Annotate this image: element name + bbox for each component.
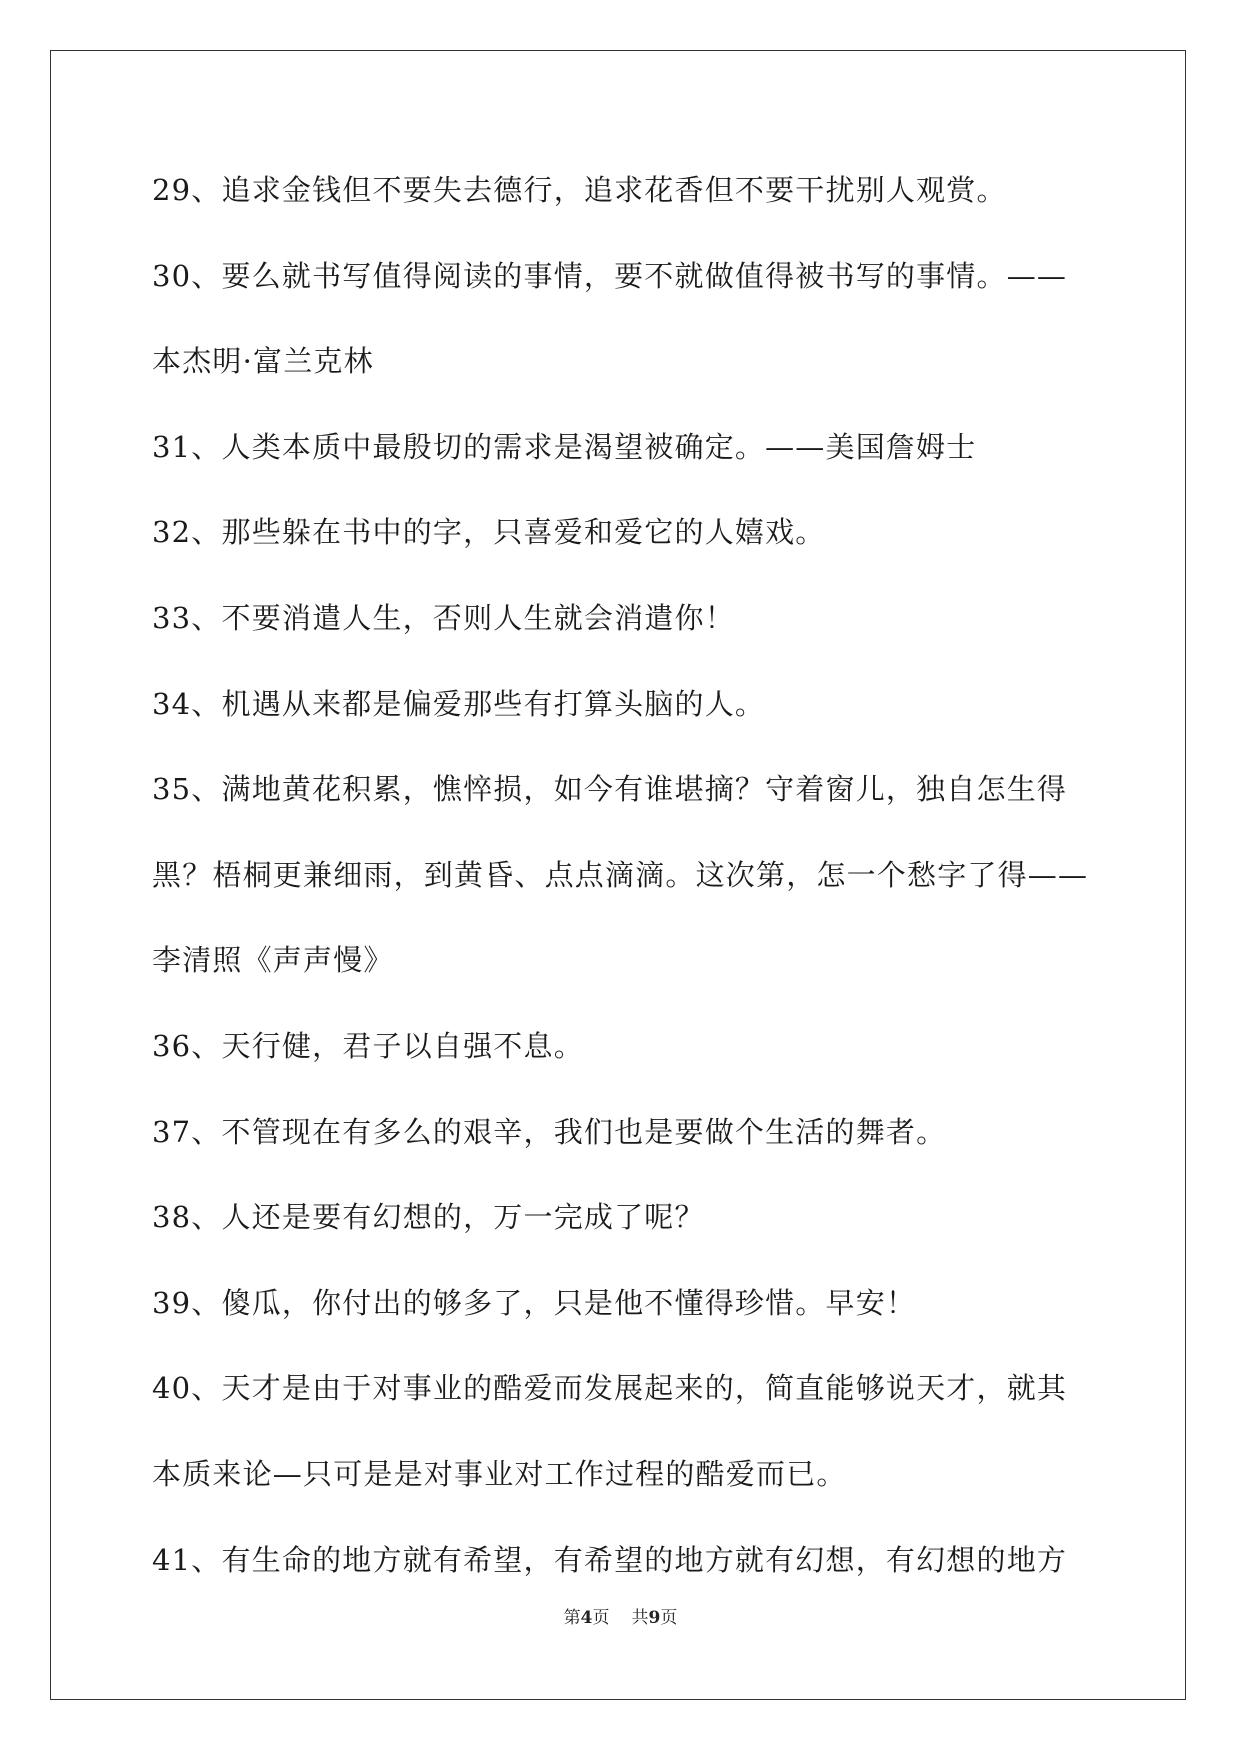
page-prefix: 第 xyxy=(563,1608,581,1628)
text-line: 33、不要消遣人生，否则人生就会消遣你！ xyxy=(152,600,735,635)
text-line: 29、追求金钱但不要失去德行，追求花香但不要干扰别人观赏。 xyxy=(152,173,1007,207)
text-line: 39、傻瓜，你付出的够多了，只是他不懂得珍惜。早安！ xyxy=(152,1285,917,1320)
page-number: 4 xyxy=(580,1608,593,1628)
text-line: 30、要么就书写值得阅读的事情，要不就做值得被书写的事情。—— xyxy=(152,258,1068,293)
text-line: 34、机遇从来都是偏爱那些有打算头脑的人。 xyxy=(152,686,766,721)
text-line: 37、不管现在有多么的艰辛，我们也是要做个生活的舞者。 xyxy=(152,1114,947,1149)
total-pages: 9 xyxy=(648,1608,661,1628)
total-suffix: 页 xyxy=(660,1608,678,1628)
text-line: 36、天行健，君子以自强不息。 xyxy=(152,1028,584,1063)
total-prefix: 共 xyxy=(631,1608,649,1628)
text-line: 38、人还是要有幻想的，万一完成了呢？ xyxy=(152,1200,705,1235)
page-footer xyxy=(0,1603,1241,1628)
text-line: 李清照《声声慢》 xyxy=(152,943,394,978)
text-line: 35、满地黄花积累，憔悴损，如今有谁堪摘？守着窗儿，独自怎生得 xyxy=(152,772,1068,807)
text-line: 41、有生命的地方就有希望，有希望的地方就有幻想，有幻想的地方 xyxy=(152,1542,1068,1577)
document-body xyxy=(152,162,1092,1617)
text-line: 黑？梧桐更兼细雨，到黄昏、点点滴滴。这次第，怎一个愁字了得—— xyxy=(152,857,1089,892)
text-line: 31、人类本质中最殷切的需求是渴望被确定。——美国詹姆士 xyxy=(152,429,977,464)
text-line: 40、天才是由于对事业的酷爱而发展起来的，简直能够说天才，就其 xyxy=(152,1371,1068,1406)
text-line: 本杰明·富兰克林 xyxy=(152,344,374,379)
text-line: 本质来论—只可是是对事业对工作过程的酷爱而已。 xyxy=(152,1456,847,1491)
text-line: 32、那些躲在书中的字，只喜爱和爱它的人嬉戏。 xyxy=(152,515,826,550)
page-suffix: 页 xyxy=(592,1608,610,1628)
